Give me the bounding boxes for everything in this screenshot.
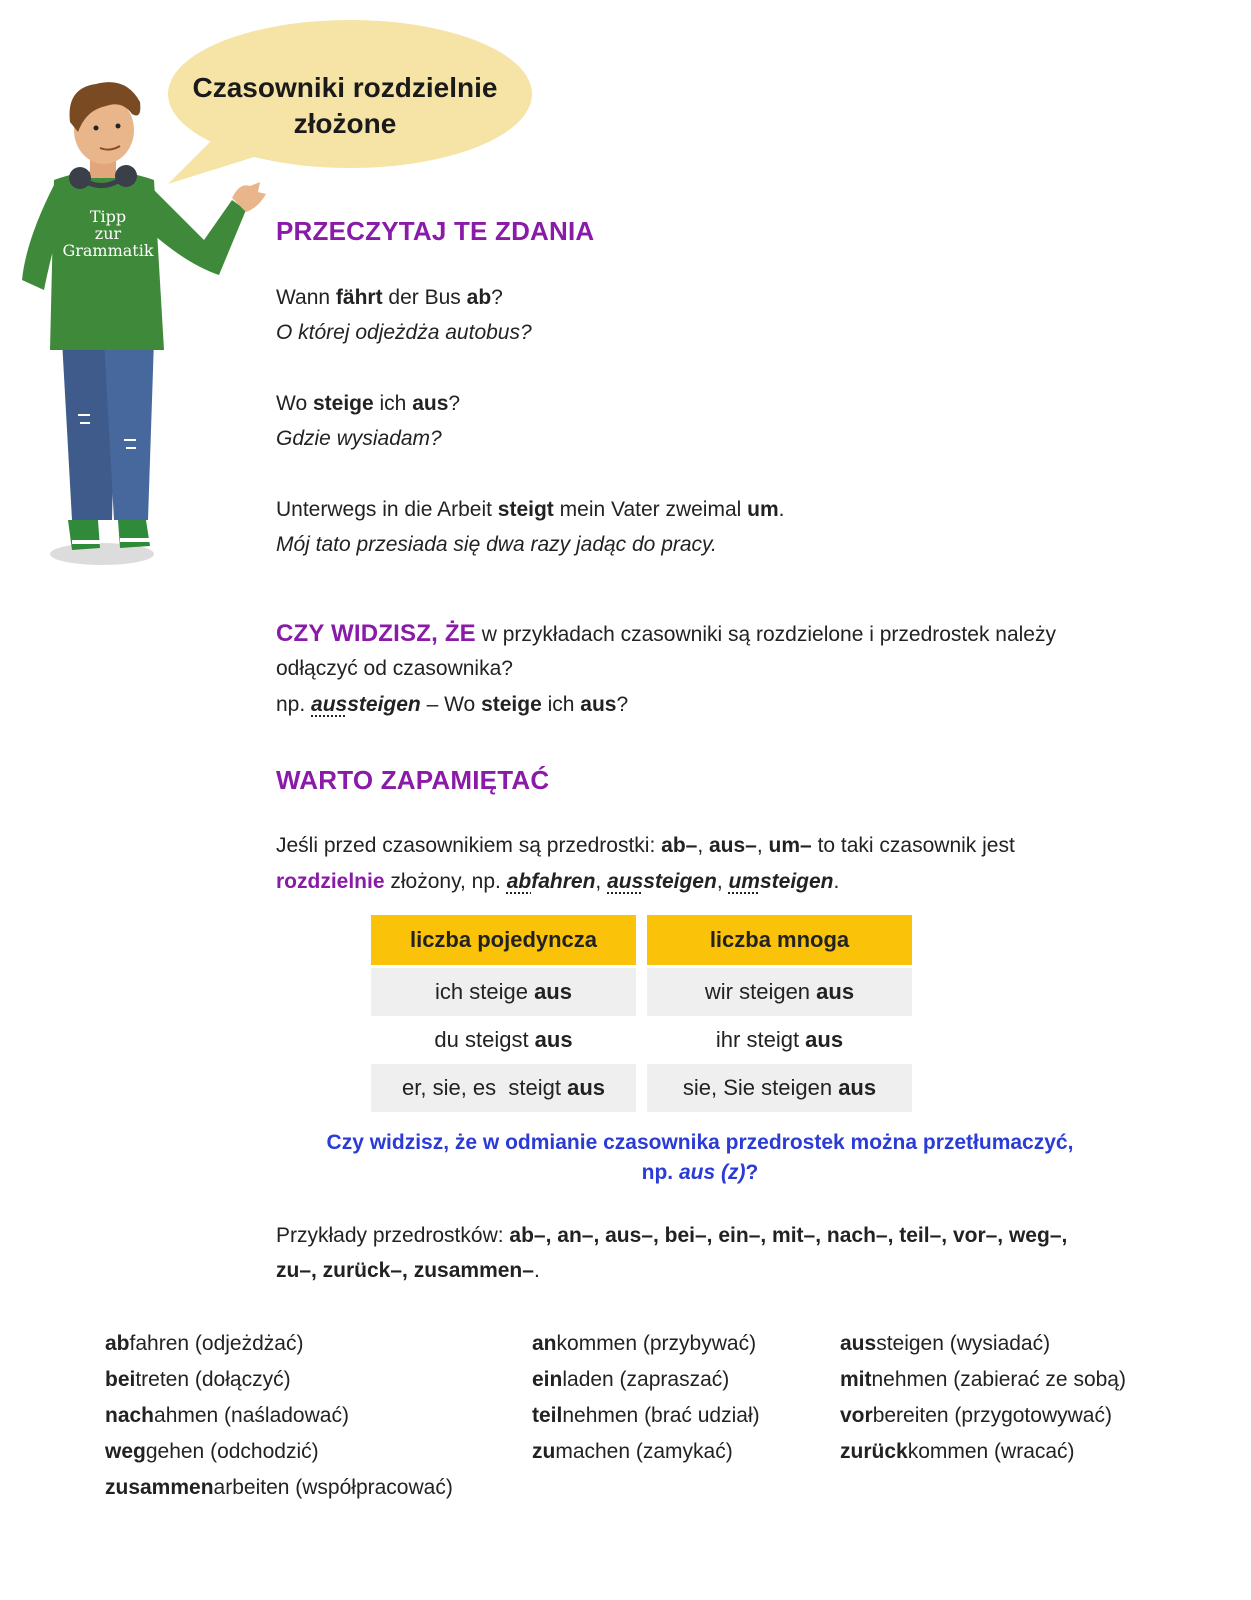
prefix: ein <box>532 1368 563 1391</box>
prefix-list: ab–, an–, aus–, bei–, ein–, mit–, nach–, teil–, vor–, weg–, <box>509 1224 1068 1247</box>
text: mein Vater zweimal <box>553 498 748 521</box>
text: nehmen (zabierać ze sobą) <box>871 1368 1126 1391</box>
prefix: aus <box>805 1027 844 1052</box>
verb-prefix: ab <box>506 870 532 893</box>
table-cell-singular <box>371 1064 636 1112</box>
text: kommen (wracać) <box>907 1440 1075 1463</box>
verb: wir steigen <box>704 979 817 1004</box>
prefix: mit <box>840 1368 872 1391</box>
verb: ich steige <box>435 979 535 1004</box>
example-3-sentence <box>276 492 785 528</box>
text: gehen (odchodzić) <box>145 1440 319 1463</box>
prefix-list: zu–, zurück–, zusammen– <box>276 1259 534 1282</box>
shirt-text-tipp: Tipp <box>89 207 127 226</box>
remember-line1 <box>276 828 1015 864</box>
example-1-translation: O której odjeżdża autobus? <box>276 321 532 344</box>
example-1-sentence <box>276 280 503 316</box>
text: – Wo <box>420 693 482 716</box>
prefix: aus <box>580 693 617 716</box>
example-verb <box>607 870 717 893</box>
do-you-see-example <box>276 687 628 723</box>
text: , <box>756 834 769 857</box>
table-header-singular: liczba pojedyncza <box>371 915 636 965</box>
verb-rest: steigen <box>643 870 717 893</box>
text: Wann <box>276 286 336 309</box>
prefix: aus <box>840 1332 877 1355</box>
bubble-title-line1: Czasowniki rozdzielnie <box>192 72 498 103</box>
text: ich <box>541 693 581 716</box>
prefix: ab <box>105 1332 130 1355</box>
text: Przykłady przedrostków: <box>276 1224 510 1247</box>
text: to taki czasownik jest <box>811 834 1015 857</box>
text: kommen (przybywać) <box>556 1332 757 1355</box>
text: ich <box>373 392 413 415</box>
list-item <box>840 1434 1126 1470</box>
example-verb <box>311 693 421 716</box>
mascot-illustration <box>14 70 274 580</box>
translation-note <box>230 1128 1170 1188</box>
remember-line2 <box>276 864 839 900</box>
list-item <box>840 1362 1126 1398</box>
note-line2 <box>230 1158 1170 1188</box>
verb-rest: steigen <box>759 870 834 893</box>
prefix: zurück <box>840 1440 908 1463</box>
text: ? <box>745 1161 759 1184</box>
text: ? <box>448 392 461 415</box>
prefix: aus <box>534 979 572 1004</box>
list-item <box>532 1398 760 1434</box>
prefix-examples-line2 <box>276 1253 540 1289</box>
verb: ihr steigt <box>715 1027 806 1052</box>
text: . <box>833 870 840 893</box>
text: Unterwegs in die Arbeit <box>276 498 498 521</box>
text: Jeśli przed czasownikiem są przedrostki: <box>276 834 662 857</box>
verb-prefix: um <box>728 870 760 893</box>
verb: steige <box>481 693 542 716</box>
prefix: bei <box>105 1368 136 1391</box>
highlight-word: rozdzielnie <box>276 870 385 893</box>
example-2-sentence <box>276 386 460 422</box>
text: np. <box>276 693 312 716</box>
prefix: weg <box>105 1440 146 1463</box>
note-line1: Czy widzisz, że w odmianie czasownika przedrostek można przetłumaczyć, <box>326 1131 1074 1154</box>
do-you-see-line1 <box>276 616 1056 653</box>
verb-rest: fahren <box>531 870 596 893</box>
text: der Bus <box>382 286 467 309</box>
list-item <box>105 1434 453 1470</box>
list-item <box>840 1398 1126 1434</box>
text: Wo <box>276 392 313 415</box>
shirt-text-zur: zur <box>94 224 122 243</box>
prefix: vor <box>840 1404 873 1427</box>
text: aus (z) <box>678 1161 746 1184</box>
conjugation-table <box>371 915 913 1115</box>
text: ? <box>491 286 503 309</box>
list-item <box>532 1326 760 1362</box>
table-header-plural: liczba mnoga <box>647 915 912 965</box>
text: arbeiten (współpracować) <box>213 1476 453 1499</box>
example-2-translation: Gdzie wysiadam? <box>276 427 442 450</box>
prefix: aus <box>412 392 449 415</box>
text: fahren (odjeżdżać) <box>129 1332 304 1355</box>
table-cell-plural <box>647 968 912 1016</box>
table-cell-plural <box>647 1016 912 1064</box>
prefix: nach <box>105 1404 155 1427</box>
verb: fährt <box>335 286 383 309</box>
list-item <box>105 1362 453 1398</box>
prefix: ab– <box>661 834 698 857</box>
prefix: aus <box>567 1075 605 1100</box>
verb-rest: steigen <box>347 693 421 716</box>
text: laden (zapraszać) <box>562 1368 730 1391</box>
mascot-shirt-text <box>48 208 168 259</box>
do-you-see-lead: CZY WIDZISZ, ŻE <box>276 620 476 647</box>
heading-worth-remembering: WARTO ZAPAMIĘTAĆ <box>276 765 550 795</box>
prefix: um <box>747 498 779 521</box>
text: w przykładach czasowniki są rozdzielone i przedrostek należy <box>475 623 1056 646</box>
table-cell-singular <box>371 968 636 1016</box>
text: , <box>697 834 709 857</box>
text: . <box>778 498 785 521</box>
verb: du steigst <box>434 1027 535 1052</box>
do-you-see-line2: odłączyć od czasownika? <box>276 657 513 680</box>
bubble-title-line2: złożone <box>293 108 397 139</box>
example-verb <box>507 870 596 893</box>
shirt-text-grammatik: Grammatik <box>62 241 154 260</box>
prefix-examples-line1 <box>276 1218 1067 1254</box>
verb-prefix: aus <box>607 870 644 893</box>
verb-prefix: aus <box>311 693 348 716</box>
text: , <box>595 870 608 893</box>
vocab-column-2 <box>532 1326 760 1470</box>
vocab-column-1 <box>105 1326 453 1506</box>
list-item <box>105 1470 453 1506</box>
prefix: teil <box>532 1404 563 1427</box>
verb: sie, Sie steigen <box>682 1075 839 1100</box>
table-cell-singular <box>371 1016 636 1064</box>
list-item <box>105 1326 453 1362</box>
text: . <box>533 1259 540 1282</box>
text: steigen (wysiadać) <box>876 1332 1051 1355</box>
text: złożony, np. <box>384 870 507 893</box>
text: , <box>716 870 729 893</box>
text: treten (dołączyć) <box>135 1368 291 1391</box>
text: ? <box>616 693 629 716</box>
prefix: aus <box>534 1027 573 1052</box>
prefix: zusammen <box>105 1476 214 1499</box>
prefix: aus <box>816 979 855 1004</box>
list-item <box>532 1362 760 1398</box>
example-3-translation: Mój tato przesiada się dwa razy jadąc do pracy. <box>276 533 717 556</box>
verb: er, sie, es steigt <box>402 1075 568 1100</box>
table-cell-plural <box>647 1064 912 1112</box>
text: bereiten (przygotowywać) <box>872 1404 1112 1427</box>
vocab-column-3 <box>840 1326 1126 1470</box>
heading-read-sentences: PRZECZYTAJ TE ZDANIA <box>276 216 595 246</box>
verb: steigt <box>497 498 554 521</box>
prefix: um– <box>768 834 812 857</box>
prefix: zu <box>532 1440 556 1463</box>
prefix: aus <box>838 1075 877 1100</box>
prefix: ab <box>466 286 492 309</box>
text: nehmen (brać udział) <box>562 1404 760 1427</box>
verb: steige <box>312 392 374 415</box>
example-verb <box>728 870 833 893</box>
prefix: aus– <box>709 834 757 857</box>
text: ahmen (naśladować) <box>154 1404 349 1427</box>
prefix: an <box>532 1332 557 1355</box>
text: np. <box>641 1161 679 1184</box>
list-item <box>105 1398 453 1434</box>
list-item <box>532 1434 760 1470</box>
text: machen (zamykać) <box>555 1440 733 1463</box>
list-item <box>840 1326 1126 1362</box>
